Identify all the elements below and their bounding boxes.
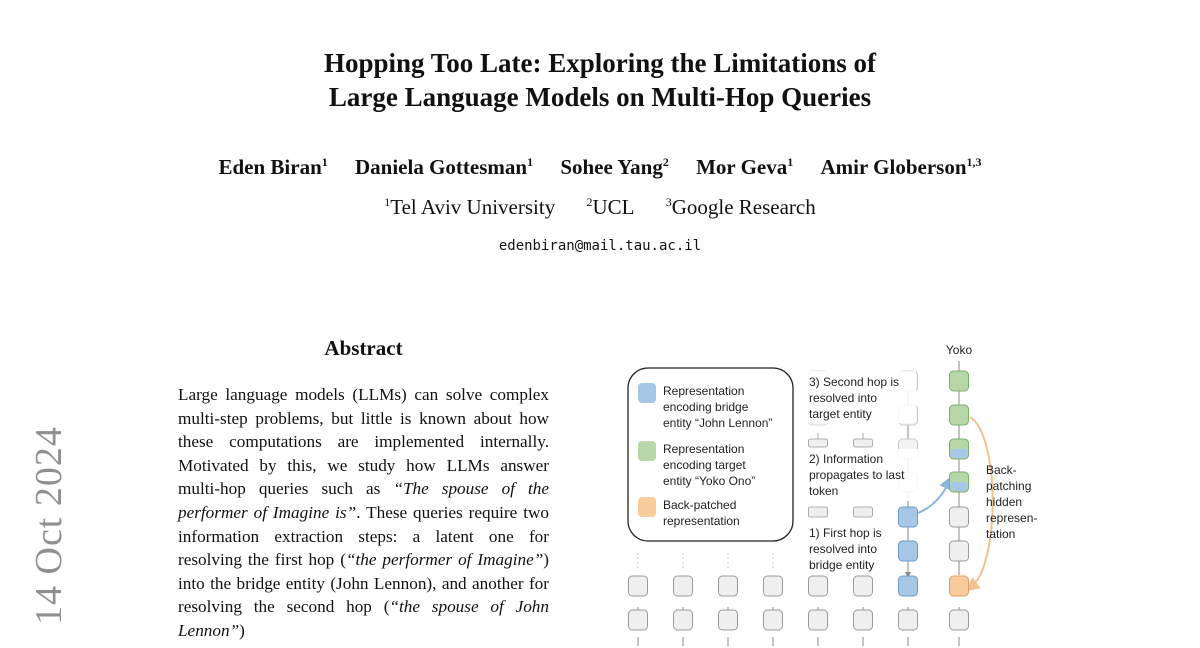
token-node (899, 610, 918, 630)
bridge-node (899, 507, 918, 527)
figure-annotations (806, 371, 1037, 573)
step2-annotation: token (809, 484, 839, 498)
step2-annotation: 2) Information (809, 452, 884, 466)
step1-annotation: resolved into (809, 542, 878, 556)
token-node (854, 610, 873, 630)
step1-annotation: 1) First hop is (809, 526, 882, 540)
target-node (950, 405, 969, 425)
affiliation: $^1$Tel Aviv University (384, 195, 556, 219)
legend-swatch (638, 441, 656, 461)
legend-label: encoding target (663, 458, 746, 472)
author: Mor Geva$^1$ (696, 155, 794, 179)
legend-label: Representation (663, 384, 745, 398)
figure-1-diagram (620, 335, 1060, 648)
backpatching-annotation: represen- (986, 511, 1038, 525)
legend-swatch (638, 383, 656, 403)
backpatched-node (950, 576, 969, 596)
step1-annotation: bridge entity (809, 558, 875, 572)
legend-label: Representation (663, 442, 745, 456)
bridge-overlay (951, 482, 968, 491)
arxiv-date-stamp: 14 Oct 2024 (28, 426, 70, 625)
backpatching-annotation: tation (986, 527, 1016, 541)
title-line-1: Hopping Too Late: Exploring the Limitations of (323, 48, 877, 78)
step3-annotation: 3) Second hop is (809, 375, 900, 389)
faded-node (809, 507, 828, 517)
faded-node (854, 507, 873, 517)
token-node (674, 576, 693, 596)
abstract-segment: “the performer of Imagine” (345, 550, 544, 570)
legend-label: representation (663, 514, 740, 528)
author: Daniela Gottesman$^1$ (355, 155, 534, 179)
abstract-text (178, 383, 549, 643)
affiliation: $^3$Google Research (665, 195, 816, 219)
abstract-segment: Large language models (LLMs) can solve complex multi-step problems, but little is known about how these computations are implemented internally. Motivated by this, we study how LLMs answer multi-hop queries such as (178, 385, 549, 499)
token-node (950, 541, 969, 561)
top-output-label: Yoko (945, 343, 973, 357)
legend-label: encoding bridge (663, 400, 749, 414)
faded-node (854, 439, 873, 447)
legend-label: entity “John Lennon” (663, 416, 773, 430)
author-email[interactable]: edenbiran@mail.tau.ac.il (498, 238, 702, 254)
affiliation-list (0, 195, 1200, 220)
step3-annotation: target entity (809, 407, 872, 421)
bridge-node (899, 541, 918, 561)
token-node (629, 576, 648, 596)
author: Amir Globerson$^{1,3}$ (820, 155, 982, 179)
token-node (764, 576, 783, 596)
token-node (854, 576, 873, 596)
target-node (950, 371, 969, 391)
backpatching-annotation: patching (986, 479, 1032, 493)
legend-label: Back-patched (663, 498, 737, 512)
token-node (809, 576, 828, 596)
step2-annotation: propagates to last (809, 468, 905, 482)
token-node (950, 507, 969, 527)
token-node (674, 610, 693, 630)
token-node (809, 610, 828, 630)
token-node (629, 610, 648, 630)
token-node (719, 576, 738, 596)
abstract-segment: “The spouse of the performer of Imagine is” (178, 479, 549, 522)
abstract-segment: “the spouse of John Lennon” (178, 597, 549, 640)
title-line-2: Large Language Models on Multi-Hop Queries (328, 82, 872, 112)
propagation-arrow (918, 482, 949, 513)
abstract-segment: ) into the bridge entity (John Lennon), and another for resolving the second hop ( (178, 550, 550, 617)
paper-title (0, 46, 1200, 114)
abstract-segment: ) (239, 620, 245, 640)
author: Eden Biran$^1$ (218, 155, 328, 179)
legend-label: entity “Yoko Ono” (663, 474, 756, 488)
author: Sohee Yang$^2$ (560, 155, 669, 179)
figure-1 (620, 335, 1060, 648)
token-node (764, 610, 783, 630)
bridge-node (899, 576, 918, 596)
author-list (0, 155, 1200, 180)
abstract-segment: . These queries require two information extraction steps: a latent one for resolving the first hop ( (178, 502, 549, 570)
backpatching-annotation: Back- (986, 463, 1017, 477)
step3-annotation: resolved into (809, 391, 878, 405)
backpatching-annotation: hidden (986, 495, 1023, 509)
token-node (950, 610, 969, 630)
token-node (719, 610, 738, 630)
faded-node (809, 439, 828, 447)
affiliation: $^2$UCL (586, 195, 635, 219)
legend-swatch (638, 497, 656, 517)
abstract-heading: Abstract (324, 336, 403, 360)
bridge-overlay (951, 449, 968, 458)
